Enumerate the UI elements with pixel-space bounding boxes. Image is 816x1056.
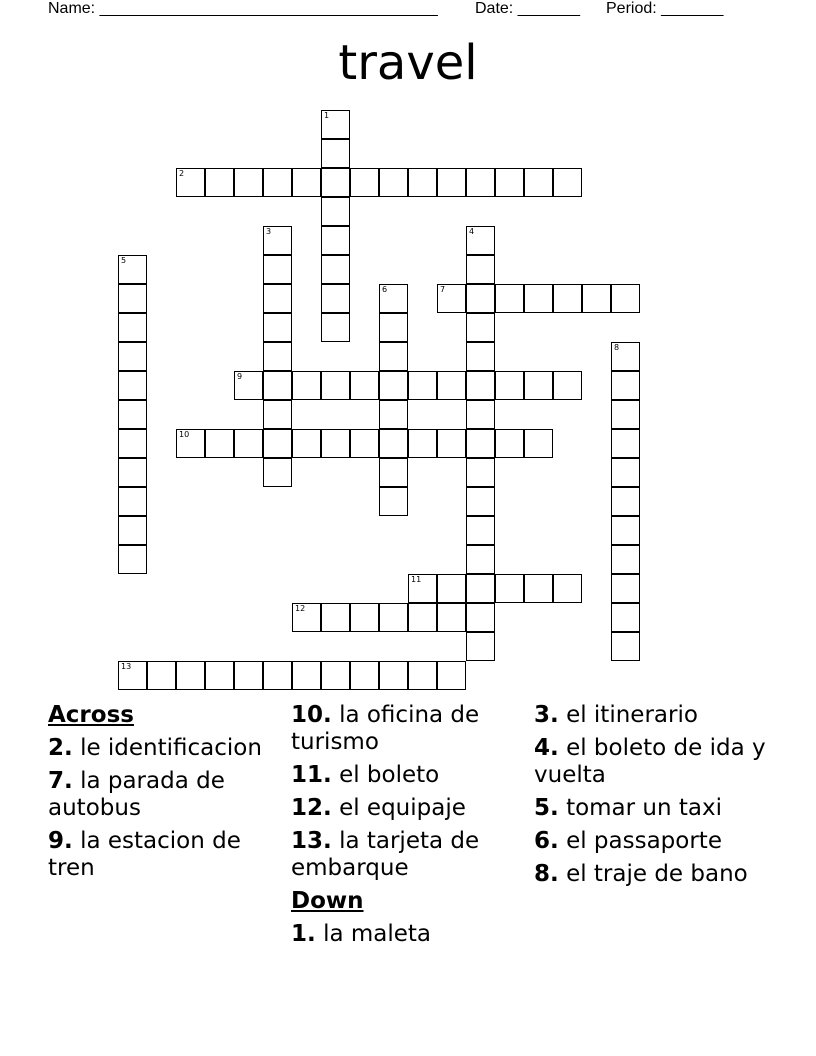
clue-across-11 — [291, 762, 531, 789]
grid-cell[interactable] — [466, 429, 495, 458]
grid-cell[interactable] — [611, 632, 640, 661]
grid-cell[interactable] — [611, 545, 640, 574]
clue-column-2 — [291, 702, 531, 954]
grid-cell[interactable] — [379, 168, 408, 197]
grid-cell[interactable] — [466, 371, 495, 400]
grid-cell[interactable] — [524, 168, 553, 197]
grid-cell[interactable] — [321, 603, 350, 632]
clue-across-12 — [291, 795, 531, 822]
clue-number: 2. — [48, 735, 73, 761]
grid-cell[interactable] — [611, 429, 640, 458]
clue-number-label: 12 — [295, 604, 306, 613]
grid-cell[interactable] — [495, 429, 524, 458]
clue-text: le identificacion — [80, 735, 262, 761]
grid-cell[interactable] — [437, 284, 466, 313]
grid-cell[interactable] — [524, 371, 553, 400]
grid-cell[interactable] — [611, 371, 640, 400]
clue-number: 5. — [534, 795, 559, 821]
grid-cell[interactable] — [118, 284, 147, 313]
clue-text: el traje de bano — [566, 861, 748, 887]
grid-cell[interactable] — [263, 313, 292, 342]
grid-cell[interactable] — [321, 371, 350, 400]
grid-cell[interactable] — [292, 371, 321, 400]
grid-cell[interactable] — [379, 661, 408, 690]
grid-cell[interactable] — [234, 371, 263, 400]
clue-down-4 — [534, 735, 774, 789]
clue-across-10 — [291, 702, 531, 756]
grid-cell[interactable] — [466, 545, 495, 574]
grid-cell[interactable] — [379, 342, 408, 371]
grid-cell[interactable] — [437, 168, 466, 197]
grid-cell[interactable] — [263, 255, 292, 284]
grid-cell[interactable] — [611, 603, 640, 632]
clue-across-9 — [48, 828, 288, 882]
grid-cell[interactable] — [379, 458, 408, 487]
grid-cell[interactable] — [466, 458, 495, 487]
clue-text: el boleto — [339, 762, 440, 788]
grid-cell[interactable] — [408, 429, 437, 458]
grid-cell[interactable] — [118, 400, 147, 429]
grid-cell[interactable] — [263, 284, 292, 313]
clue-number-label: 4 — [469, 227, 475, 236]
grid-cell[interactable] — [350, 661, 379, 690]
grid-cell[interactable] — [495, 284, 524, 313]
grid-cell[interactable] — [379, 400, 408, 429]
clue-text: la tarjeta de embarque — [291, 828, 480, 881]
grid-cell[interactable] — [379, 487, 408, 516]
grid-cell[interactable] — [379, 429, 408, 458]
clue-number-label: 3 — [266, 227, 272, 236]
grid-cell[interactable] — [118, 255, 147, 284]
grid-cell[interactable] — [176, 429, 205, 458]
grid-cell[interactable] — [118, 458, 147, 487]
grid-cell[interactable] — [263, 458, 292, 487]
clue-text: la parada de autobus — [48, 768, 225, 821]
grid-cell[interactable] — [118, 545, 147, 574]
grid-cell[interactable] — [611, 342, 640, 371]
clue-text: la estacion de tren — [48, 828, 241, 881]
grid-cell[interactable] — [263, 371, 292, 400]
clue-down-3 — [534, 702, 774, 729]
clue-across-13 — [291, 828, 531, 882]
grid-cell[interactable] — [524, 574, 553, 603]
grid-cell[interactable] — [321, 110, 350, 139]
clue-number: 11. — [291, 762, 332, 788]
clue-number-label: 7 — [440, 285, 446, 294]
clue-across-2 — [48, 735, 288, 762]
grid-cell[interactable] — [408, 371, 437, 400]
grid-cell[interactable] — [263, 226, 292, 255]
grid-cell[interactable] — [321, 313, 350, 342]
grid-cell[interactable] — [321, 197, 350, 226]
grid-cell[interactable] — [611, 487, 640, 516]
grid-cell[interactable] — [118, 487, 147, 516]
grid-cell[interactable] — [350, 168, 379, 197]
clue-number-label: 5 — [121, 256, 127, 265]
grid-cell[interactable] — [292, 168, 321, 197]
clue-number: 13. — [291, 828, 332, 854]
clue-text: la maleta — [323, 921, 432, 947]
clue-number: 6. — [534, 828, 559, 854]
grid-cell[interactable] — [118, 371, 147, 400]
clue-number: 4. — [534, 735, 559, 761]
clue-down-6 — [534, 828, 774, 855]
clue-number: 12. — [291, 795, 332, 821]
grid-cell[interactable] — [118, 661, 147, 690]
clue-number-label: 10 — [179, 430, 190, 439]
clue-text: tomar un taxi — [566, 795, 722, 821]
grid-cell[interactable] — [292, 661, 321, 690]
grid-cell[interactable] — [321, 429, 350, 458]
grid-cell[interactable] — [118, 429, 147, 458]
grid-cell[interactable] — [118, 342, 147, 371]
grid-cell[interactable] — [321, 284, 350, 313]
grid-cell[interactable] — [350, 371, 379, 400]
grid-cell[interactable] — [524, 429, 553, 458]
clue-number-label: 1 — [324, 111, 330, 120]
grid-cell[interactable] — [350, 603, 379, 632]
grid-cell[interactable] — [408, 661, 437, 690]
grid-cell[interactable] — [611, 516, 640, 545]
down-heading: Down — [291, 888, 364, 914]
grid-cell[interactable] — [553, 371, 582, 400]
grid-cell[interactable] — [379, 371, 408, 400]
grid-cell[interactable] — [263, 342, 292, 371]
clue-number: 3. — [534, 702, 559, 728]
grid-cell[interactable] — [495, 168, 524, 197]
clue-text: el boleto de ida y vuelta — [534, 735, 766, 788]
grid-cell[interactable] — [466, 574, 495, 603]
grid-cell[interactable] — [292, 603, 321, 632]
period-field-label: Period: _______ — [606, 0, 724, 17]
grid-cell[interactable] — [437, 429, 466, 458]
grid-cell[interactable] — [553, 574, 582, 603]
grid-cell[interactable] — [524, 284, 553, 313]
clue-text: el equipaje — [339, 795, 466, 821]
grid-cell[interactable] — [495, 371, 524, 400]
clue-down-1 — [291, 921, 531, 948]
grid-cell[interactable] — [176, 168, 205, 197]
grid-cell[interactable] — [292, 429, 321, 458]
clue-number-label: 9 — [237, 372, 243, 381]
grid-cell[interactable] — [263, 661, 292, 690]
grid-cell[interactable] — [118, 516, 147, 545]
grid-cell[interactable] — [379, 603, 408, 632]
grid-cell[interactable] — [466, 342, 495, 371]
clue-number-label: 13 — [121, 662, 132, 671]
grid-cell[interactable] — [437, 661, 466, 690]
grid-cell[interactable] — [582, 284, 611, 313]
grid-cell[interactable] — [408, 168, 437, 197]
grid-cell[interactable] — [408, 603, 437, 632]
clue-column-1 — [48, 702, 288, 888]
grid-cell[interactable] — [321, 255, 350, 284]
date-field-label: Date: _______ — [475, 0, 580, 17]
across-heading: Across — [48, 702, 134, 728]
grid-cell[interactable] — [263, 429, 292, 458]
grid-cell[interactable] — [611, 284, 640, 313]
clue-number-label: 2 — [179, 169, 185, 178]
clue-number: 1. — [291, 921, 316, 947]
grid-cell[interactable] — [205, 429, 234, 458]
grid-cell[interactable] — [553, 284, 582, 313]
clue-column-3 — [534, 702, 774, 894]
grid-cell[interactable] — [466, 255, 495, 284]
grid-cell[interactable] — [176, 661, 205, 690]
grid-cell[interactable] — [234, 168, 263, 197]
grid-cell[interactable] — [553, 168, 582, 197]
grid-cell[interactable] — [321, 661, 350, 690]
grid-cell[interactable] — [437, 603, 466, 632]
puzzle-title: travel — [338, 35, 478, 91]
grid-cell[interactable] — [321, 168, 350, 197]
clue-down-5 — [534, 795, 774, 822]
grid-cell[interactable] — [321, 139, 350, 168]
clue-number-label: 8 — [614, 343, 620, 352]
clue-text: el passaporte — [566, 828, 722, 854]
clue-number: 9. — [48, 828, 73, 854]
grid-cell[interactable] — [466, 603, 495, 632]
clue-number: 8. — [534, 861, 559, 887]
grid-cell[interactable] — [379, 284, 408, 313]
grid-cell[interactable] — [466, 400, 495, 429]
grid-cell[interactable] — [147, 661, 176, 690]
clue-text: la oficina de turismo — [291, 702, 480, 755]
grid-cell[interactable] — [234, 429, 263, 458]
grid-cell[interactable] — [205, 661, 234, 690]
grid-cell[interactable] — [466, 284, 495, 313]
clue-number: 10. — [291, 702, 332, 728]
grid-cell[interactable] — [263, 168, 292, 197]
name-field-label: Name: ______________________________________ — [48, 0, 438, 17]
clue-across-7 — [48, 768, 288, 822]
grid-cell[interactable] — [350, 429, 379, 458]
grid-cell[interactable] — [495, 574, 524, 603]
grid-cell[interactable] — [466, 632, 495, 661]
grid-cell[interactable] — [234, 661, 263, 690]
grid-cell[interactable] — [611, 574, 640, 603]
clue-number-label: 6 — [382, 285, 388, 294]
grid-cell[interactable] — [437, 574, 466, 603]
clue-number-label: 11 — [411, 575, 422, 584]
grid-cell[interactable] — [118, 313, 147, 342]
grid-cell[interactable] — [408, 574, 437, 603]
grid-cell[interactable] — [466, 516, 495, 545]
grid-cell[interactable] — [466, 313, 495, 342]
grid-cell[interactable] — [466, 226, 495, 255]
clue-number: 7. — [48, 768, 73, 794]
grid-cell[interactable] — [611, 458, 640, 487]
grid-cell[interactable] — [205, 168, 234, 197]
grid-cell[interactable] — [611, 400, 640, 429]
clue-down-8 — [534, 861, 774, 888]
grid-cell[interactable] — [466, 487, 495, 516]
clue-text: el itinerario — [566, 702, 698, 728]
grid-cell[interactable] — [263, 400, 292, 429]
grid-cell[interactable] — [466, 168, 495, 197]
grid-cell[interactable] — [437, 371, 466, 400]
grid-cell[interactable] — [321, 226, 350, 255]
grid-cell[interactable] — [379, 313, 408, 342]
